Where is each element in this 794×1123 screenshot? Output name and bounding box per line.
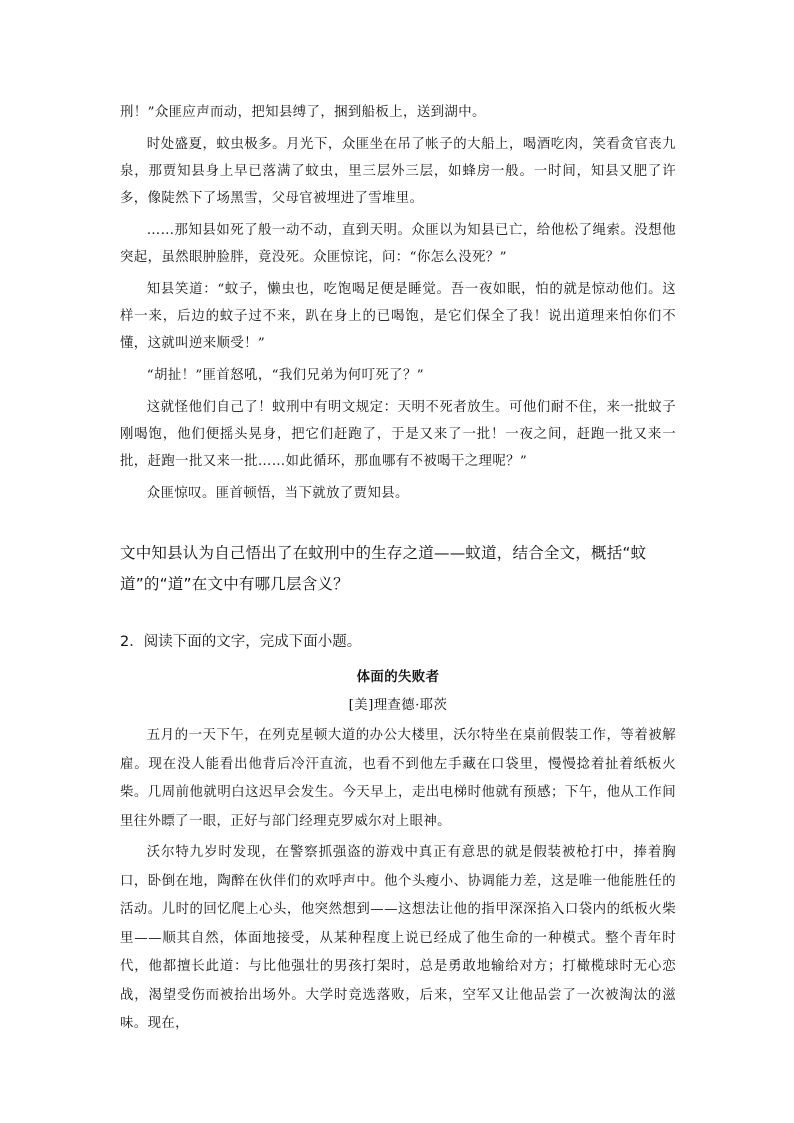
story-paragraph: ……那知县如死了般一动不动，直到天明。众匪以为知县已亡，给他松了绳索。没想他突起，虽然眼肿脸胖，竟没死。众匪惊诧，问：“你怎么没死？”: [120, 223, 676, 265]
section-2-header: [120, 627, 680, 658]
article-paragraph: 五月的一天下午，在列克星顿大道的办公大楼里，沃尔特坐在桌前假装工作，等着被解雇。现在没人能看出他背后冷汗直流，也看不到他左手藏在口袋里，慢慢捻着扯着纸板火柴。几周前他就明白这迟早会发生。今天早上，走出电梯时他就有预感；下午，他从工作间里往外瞟了一眼，正好与部门经理克罗威尔对上眼神。: [120, 728, 676, 829]
story-paragraph: 这就怪他们自己了！蚊刑中有明文规定：天明不死者放生。可他们耐不住，来一批蚊子刚喝饱，他们便摇头晃身，把它们赶跑了，于是又来了一批！一夜之间，赶跑一批又来一批，赶跑一批又来一批……如此循环，那血哪有不被喝干之理呢？”: [120, 400, 676, 469]
story-paragraph: 众匪惊叹。匪首顿悟，当下就放了贾知县。: [146, 486, 409, 501]
article-block: [120, 663, 676, 1042]
question-text: 文中知县认为自己悟出了在蚊刑中的生存之道——蚊道，结合全文，概括“蚊道”的“道”在文中有哪几层含义？: [120, 544, 647, 593]
story-paragraph: 刑！”众匪应声而动，把知县缚了，捆到船板上，送到湖中。: [120, 105, 486, 120]
story-paragraph: 知县笑道：“蚊子，懒虫也，吃饱喝足便是睡觉。吾一夜如眠，怕的就是惊动他们。这样一来，后边的蚊子过不来，趴在身上的已喝饱，是它们保全了我！说出道理来怕你们不懂，这就叫逆来顺受！”: [120, 282, 676, 351]
story-paragraph: 时处盛夏，蚊虫极多。月光下，众匪坐在吊了帐子的大船上，喝酒吃肉，笑看贪官丧九泉，那贾知县身上早已落满了蚊虫，里三层外三层，如蜂房一般。一时间，知县又肥了许多，像陡然下了场黑雪，父母官被埋进了雪堆里。: [120, 137, 676, 206]
section-2-heading: 2．阅读下面的文字，完成下面小题。: [120, 634, 362, 650]
story-excerpt: [120, 99, 676, 512]
story-paragraph: “胡扯！”匪首怒吼，“我们兄弟为何叮死了？”: [146, 368, 425, 383]
article-paragraph: 沃尔特九岁时发现，在警察抓强盗的游戏中真正有意思的就是假装被枪打中，捧着胸口，卧倒在地，陶醉在伙伴们的欢呼声中。他个头瘦小、协调能力差，这是唯一他能胜任的活动。儿时的回忆爬上心头，他突然想到——这想法让他的指甲深深掐入口袋内的纸板火柴里——顺其自然，体面地接受，从某种程度上说已经成了他生命的一种模式。整个青年时代，他都擅长此道：与比他强壮的男孩打架时，总是勇敢地输给对方；打橄榄球时无心恋战，渴望受伤而被抬出场外。大学时竞选落败，后来，空军又让他品尝了一次被淘汰的滋味。现在，: [120, 845, 676, 1031]
article-author: [美]理查德·耶茨: [348, 697, 448, 713]
question-block: [120, 538, 680, 600]
article-title: 体面的失败者: [356, 669, 440, 685]
